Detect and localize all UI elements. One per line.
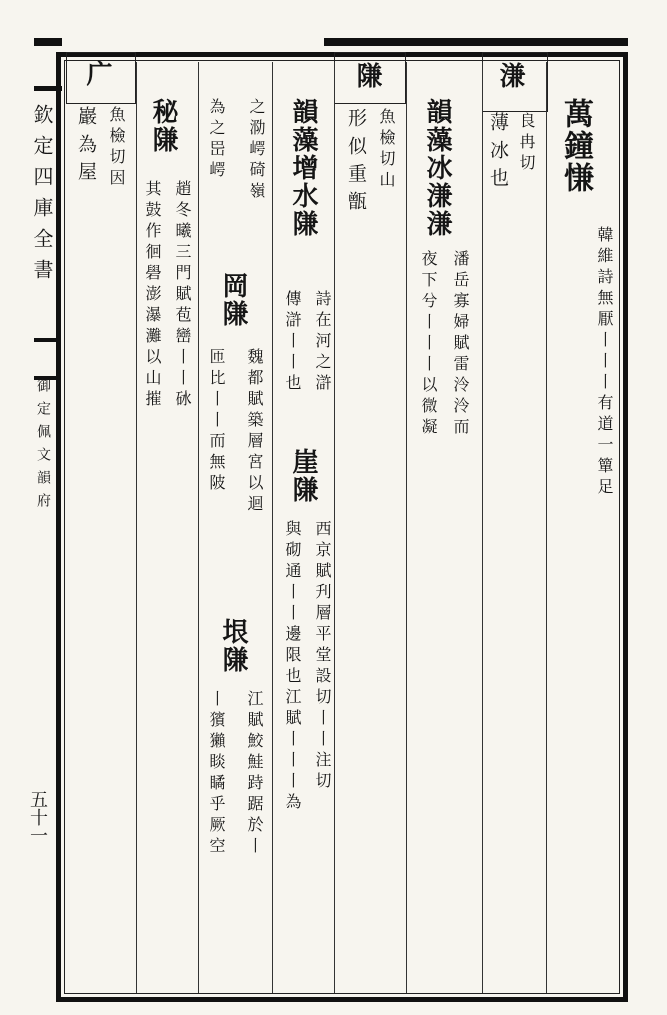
phrase-note: 西京賦刋層平堂設切丨丨注切 bbox=[313, 520, 332, 793]
column-rule bbox=[482, 62, 483, 993]
head-reading: 魚檢切山 bbox=[377, 108, 396, 192]
phrase-term: 岡隒 bbox=[218, 272, 248, 328]
head-reading: 良冉切 bbox=[517, 112, 536, 175]
column-rule bbox=[272, 62, 273, 993]
phrase-note: 夜下兮丨丨丨以微凝 bbox=[419, 250, 438, 439]
column-rule bbox=[334, 62, 335, 993]
phrase-term: 秘隒 bbox=[148, 98, 178, 154]
column-rule bbox=[198, 62, 199, 993]
column-rule bbox=[546, 62, 547, 993]
heading-tab-bar bbox=[324, 38, 628, 46]
phrase-note: 江賦鮫鮭跱踞於丨 bbox=[245, 690, 264, 858]
page-number: 五十一 bbox=[27, 790, 48, 844]
phrase-note: 魏都賦築層宮以迴 bbox=[245, 348, 264, 516]
definition: 薄冰也 bbox=[487, 112, 509, 195]
phrase-note: 趙冬曦三門賦苞巒丨丨砅 bbox=[173, 180, 192, 411]
definition: 巖為屋 bbox=[75, 106, 97, 189]
entry-annotation bbox=[594, 226, 612, 546]
left-header-rule bbox=[34, 86, 62, 91]
phrase-note: 傳滸丨丨也 bbox=[283, 290, 302, 395]
head-character: 广 bbox=[82, 60, 112, 88]
left-header-bar bbox=[34, 38, 62, 46]
phrase-term: 韻藻增水隒 bbox=[288, 98, 318, 238]
book-title: 欽定四庫全書 bbox=[30, 104, 54, 290]
phrase-note: 丨獱獺睒瞲乎厥空 bbox=[207, 690, 226, 858]
column-rule bbox=[406, 62, 407, 993]
head-character: 隒 bbox=[352, 62, 382, 90]
phrase-term: 韻藻冰溓溓 bbox=[422, 98, 452, 238]
phrase-note: 與砌通丨丨邊限也江賦丨丨丨為 bbox=[283, 520, 302, 814]
book-subtitle: 御定佩文韻府 bbox=[35, 378, 51, 516]
phrase-note: 之泐崿碕嶺 bbox=[247, 98, 266, 203]
phrase-term: 崖隒 bbox=[288, 448, 318, 504]
phrase-note: 為之岊崿 bbox=[207, 98, 226, 182]
phrase-note: 潘岳寡婦賦雷泠泠而 bbox=[451, 250, 470, 439]
entry-annotation-text: 韓維詩無厭丨丨丨有道一簞足 bbox=[595, 226, 614, 499]
phrase-note: 詩在河之滸 bbox=[313, 290, 332, 395]
phrase-note: 匝比丨丨而無陂 bbox=[207, 348, 226, 495]
head-character: 溓 bbox=[495, 62, 525, 90]
entry-heading: 萬鐘慊 bbox=[558, 98, 593, 194]
phrase-term: 垠隒 bbox=[218, 618, 248, 674]
definition: 形似重甑 bbox=[345, 108, 367, 219]
phrase-note: 其鼓作徊礐澎瀑灘以山摧 bbox=[143, 180, 162, 411]
column-rule bbox=[136, 62, 137, 993]
head-reading: 魚檢切因 bbox=[107, 106, 126, 190]
fish-tail-mark bbox=[34, 338, 56, 380]
